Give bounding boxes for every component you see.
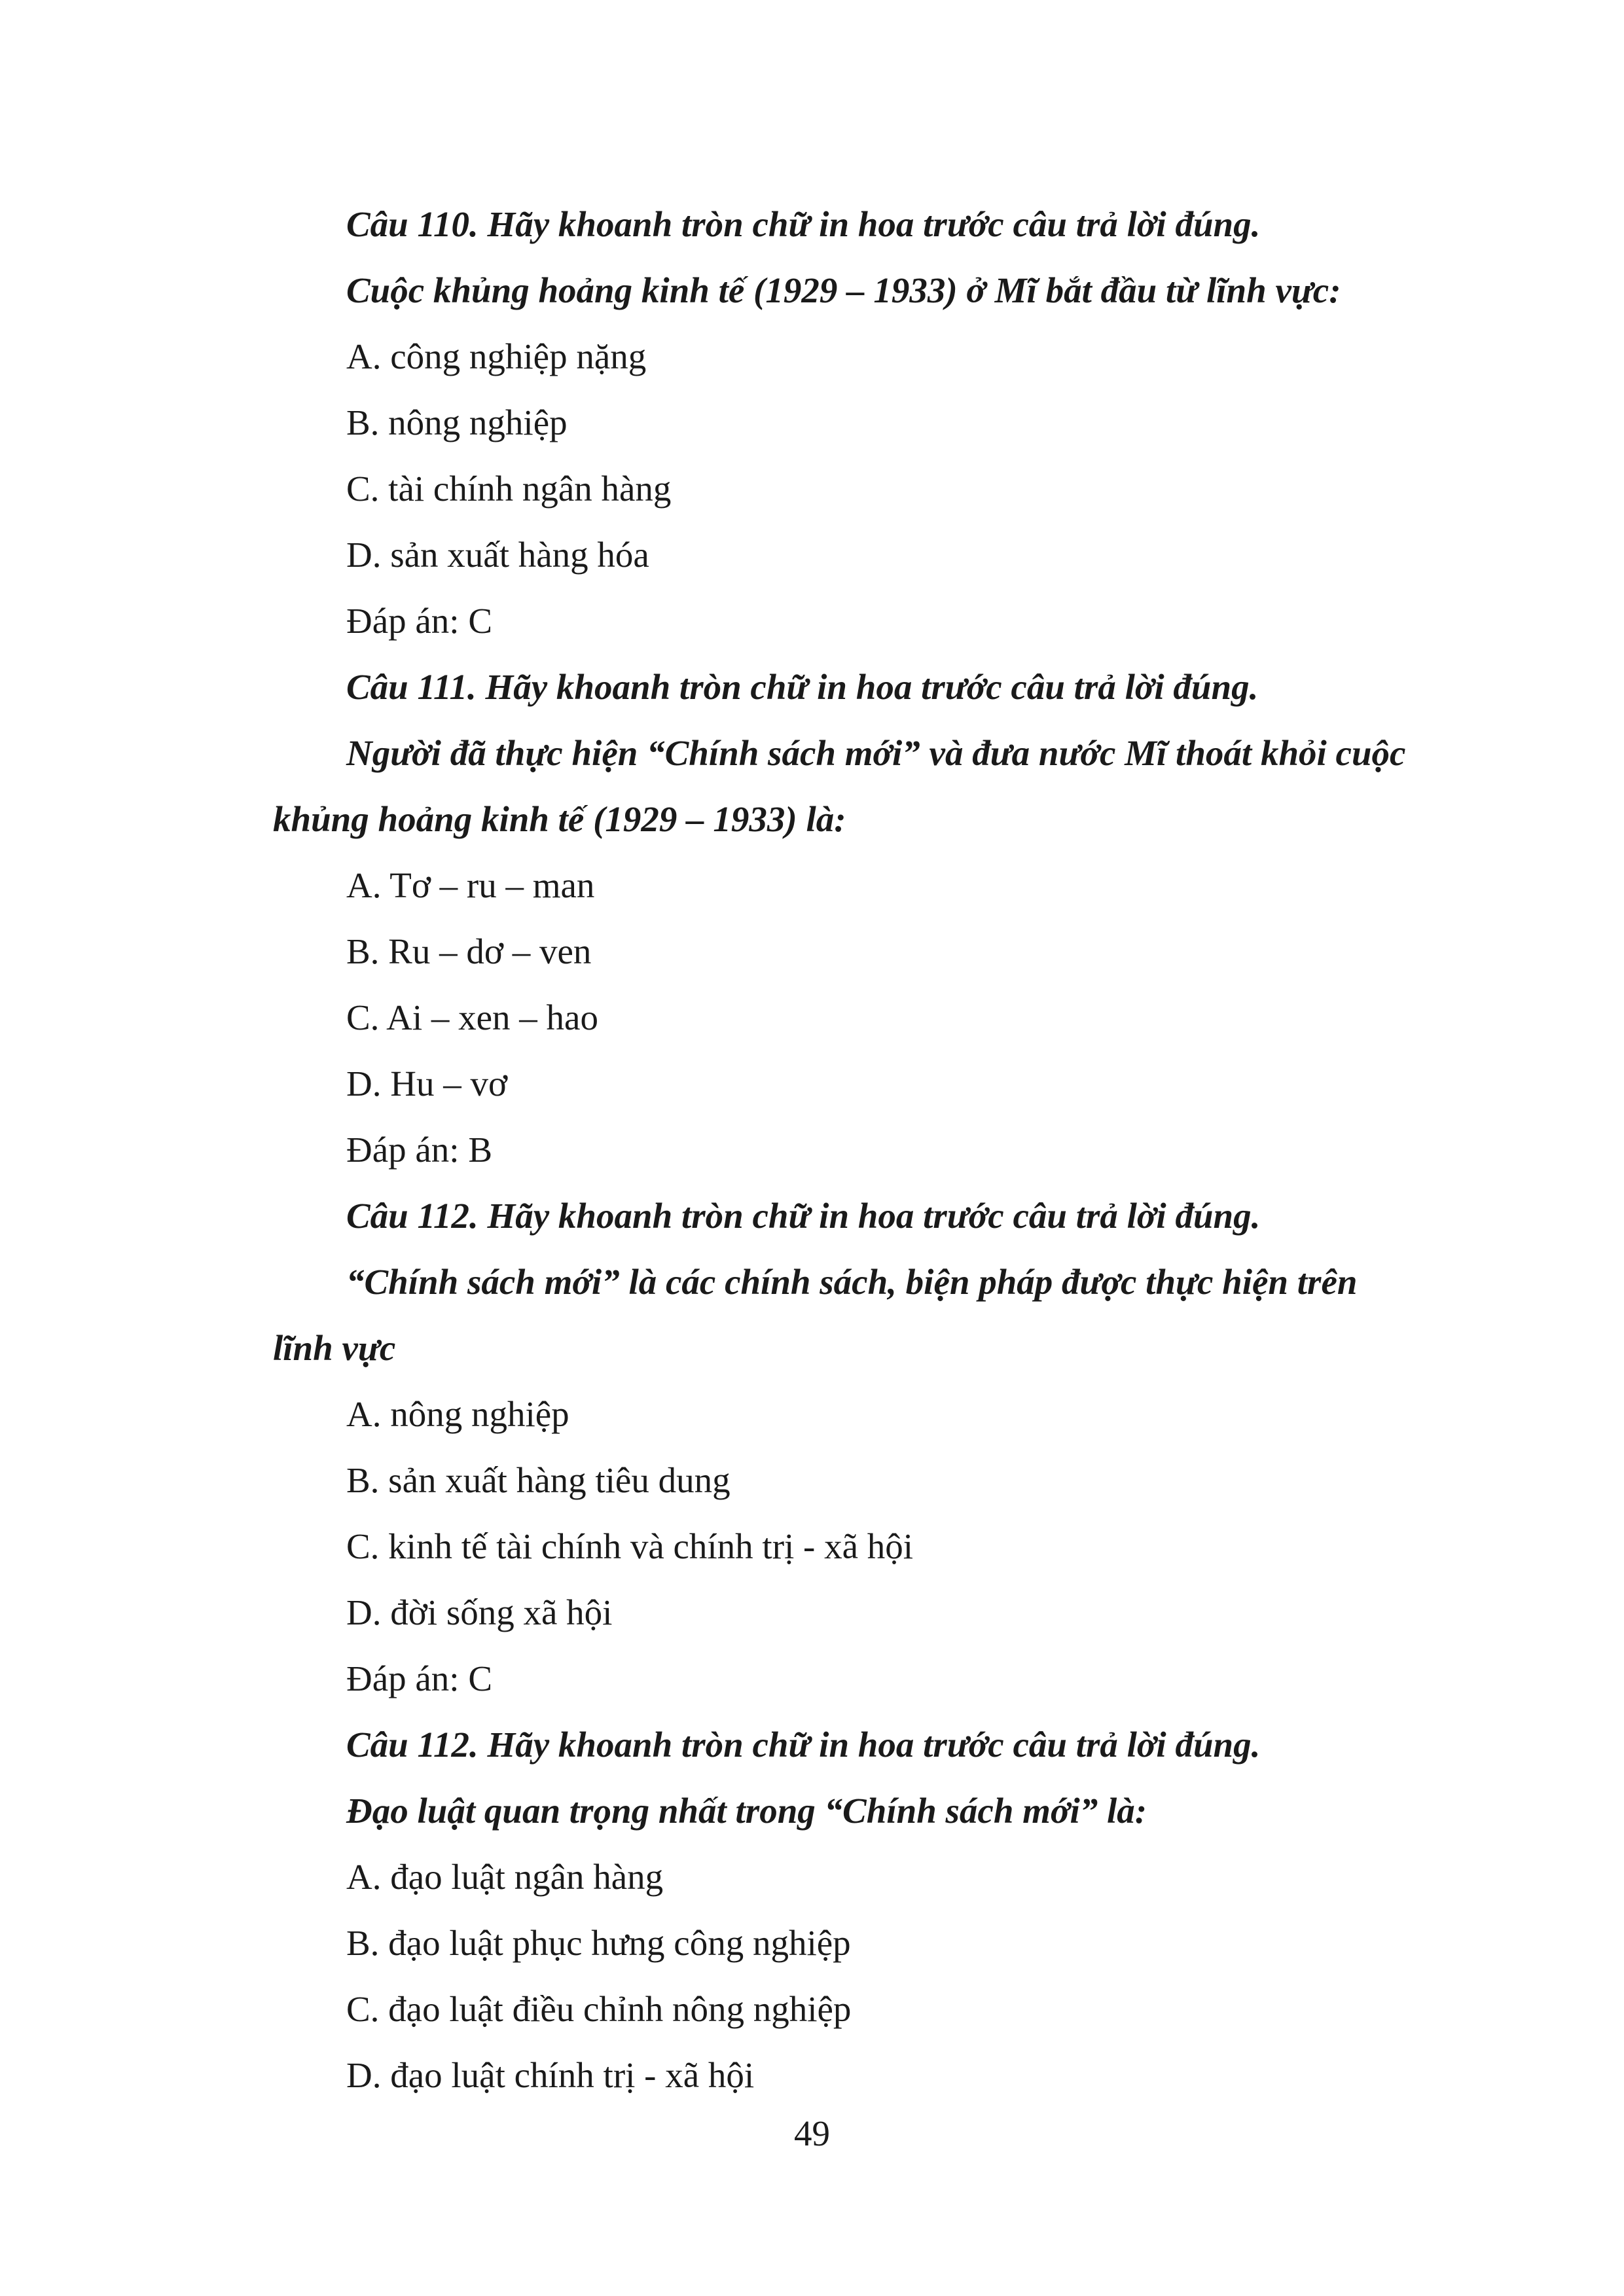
question-heading: Câu 112. Hãy khoanh tròn chữ in hoa trước câu trả lời đúng. [346, 1725, 1261, 1765]
option-b: B. đạo luật phục hưng công nghiệp [346, 1923, 851, 1963]
option-d: D. Hu – vơ [346, 1064, 508, 1103]
answer-line: Đáp án: C [346, 1659, 493, 1698]
question-prompt: Đạo luật quan trọng nhất trong “Chính sách mới” là: [346, 1791, 1147, 1831]
question-111 [273, 654, 1484, 1183]
answer-line: Đáp án: B [346, 1130, 493, 1170]
option-a: A. nông nghiệp [346, 1394, 569, 1434]
option-d: D. đạo luật chính trị - xã hội [346, 2055, 755, 2095]
question-prompt: “Chính sách mới” là các chính sách, biện pháp được thực hiện trên [346, 1262, 1358, 1302]
option-a: A. đạo luật ngân hàng [346, 1857, 664, 1897]
option-c: C. đạo luật điều chỉnh nông nghiệp [346, 1989, 852, 2029]
question-112-second [273, 1712, 1484, 2108]
option-c: C. kinh tế tài chính và chính trị - xã hội [346, 1526, 914, 1566]
answer-line: Đáp án: C [346, 601, 493, 641]
question-prompt-continuation: khủng hoảng kinh tế (1929 – 1933) là: [273, 799, 846, 839]
option-d: D. đời sống xã hội [346, 1592, 613, 1632]
page-content [273, 191, 1484, 2108]
page-number: 49 [794, 2113, 830, 2153]
question-110 [273, 191, 1484, 654]
question-prompt: Cuộc khủng hoảng kinh tế (1929 – 1933) ở Mĩ bắt đầu từ lĩnh vực: [346, 270, 1341, 310]
option-a: A. Tơ – ru – man [346, 865, 595, 905]
question-prompt-continuation: lĩnh vực [273, 1328, 396, 1368]
question-112 [273, 1183, 1484, 1712]
option-b: B. nông nghiệp [346, 403, 568, 442]
option-b: B. Ru – dơ – ven [346, 931, 592, 971]
option-c: C. tài chính ngân hàng [346, 469, 672, 509]
option-a: A. công nghiệp nặng [346, 336, 647, 376]
option-c: C. Ai – xen – hao [346, 997, 598, 1037]
question-prompt: Người đã thực hiện “Chính sách mới” và đưa nước Mĩ thoát khỏi cuộc [346, 733, 1406, 773]
question-heading: Câu 110. Hãy khoanh tròn chữ in hoa trước câu trả lời đúng. [346, 204, 1261, 244]
option-d: D. sản xuất hàng hóa [346, 535, 649, 575]
option-b: B. sản xuất hàng tiêu dung [346, 1460, 731, 1500]
question-heading: Câu 112. Hãy khoanh tròn chữ in hoa trước câu trả lời đúng. [346, 1196, 1261, 1236]
question-heading: Câu 111. Hãy khoanh tròn chữ in hoa trước câu trả lời đúng. [346, 667, 1259, 707]
